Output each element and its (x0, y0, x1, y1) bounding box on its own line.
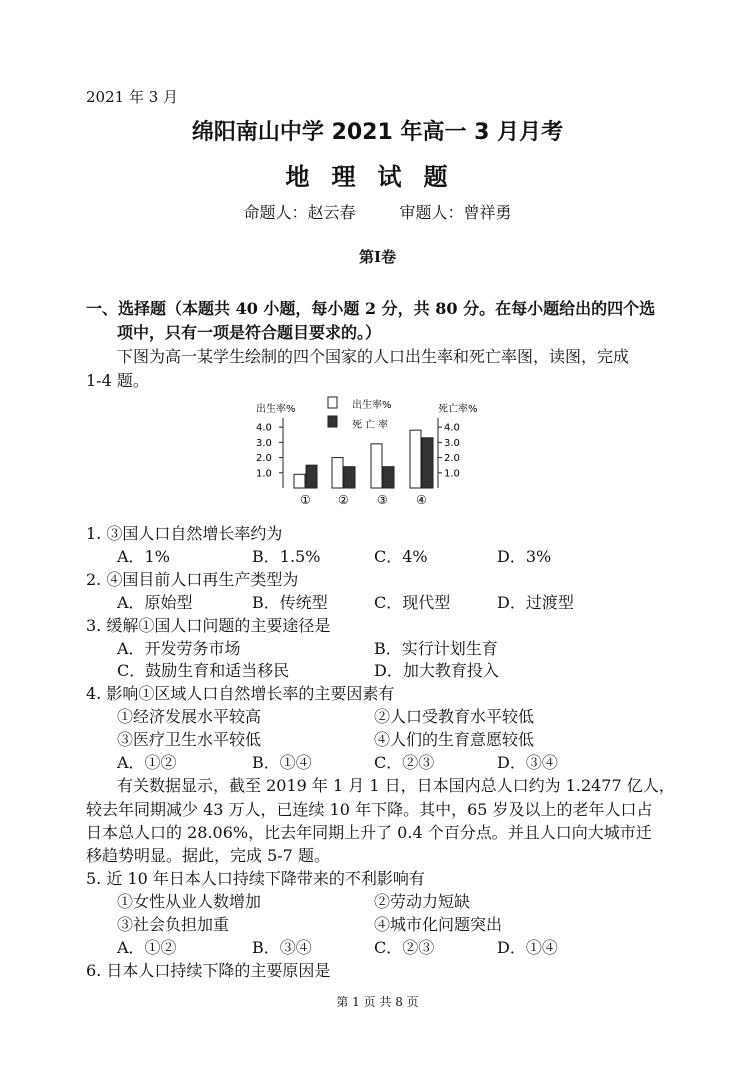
intro2-line1: 有关数据显示，截至 2019 年 1 月 1 日，日本国内总人口约为 1.2477 亿人， (117, 776, 675, 795)
intro2-line3: 日本总人口的 28.06%，比去年同期上升了 0.4 个百分点。并且人口向大城市迁 (86, 823, 652, 842)
bar-death-2 (344, 467, 355, 488)
q3-stem: 3. 缓解①国人口问题的主要途径是 (86, 616, 331, 635)
q5-option-d: D．①④ (497, 938, 558, 957)
q1-option-a: A．1% (117, 547, 170, 566)
section-title-line2: 项中，只有一项是符合题目要求的。） (117, 323, 382, 342)
bar-death-3 (383, 467, 394, 488)
tick-label-right-2: 3.0 (444, 437, 460, 449)
category-label-4: ④ (416, 493, 427, 507)
category-label-2: ② (338, 493, 349, 507)
q4-factor-2: ②人口受教育水平较低 (374, 707, 535, 726)
tick-label-left-1: 2.0 (256, 453, 272, 465)
bar-death-1 (306, 465, 317, 488)
q2-option-c: C．现代型 (374, 593, 451, 612)
q3-option-b: B．实行计划生育 (374, 639, 498, 658)
reviewer: 审题人：曾祥勇 (399, 203, 512, 222)
q2-option-d: D．过渡型 (497, 593, 574, 612)
q5-effect-3: ③社会负担加重 (117, 915, 230, 934)
bar-death-4 (422, 438, 433, 488)
q2-option-a: A．原始型 (117, 593, 193, 612)
volume-label: 第Ⅰ卷 (358, 248, 397, 266)
tick-label-right-1: 2.0 (444, 453, 460, 465)
q4-option-d: D．③④ (497, 753, 558, 772)
q5-effect-4: ④城市化问题突出 (374, 915, 503, 934)
q6-stem: 6. 日本人口持续下降的主要原因是 (86, 961, 331, 980)
q5-option-b: B．③④ (252, 938, 312, 957)
tick-label-left-3: 4.0 (256, 422, 272, 434)
q3-option-a: A．开发劳务市场 (117, 639, 241, 658)
q5-stem: 5. 近 10 年日本人口持续下降带来的不利影响有 (86, 869, 425, 888)
legend-death-label: 死亡率 (352, 420, 391, 431)
tick-label-right-3: 4.0 (444, 422, 460, 434)
q2-stem: 2. ④国目前人口再生产类型为 (86, 570, 299, 589)
bar-birth-4 (410, 430, 421, 488)
legend-birth-label: 出生率% (352, 400, 392, 411)
authors-line (0, 200, 755, 223)
legend-death-swatch (328, 416, 337, 427)
q4-factor-3: ③医疗卫生水平较低 (117, 730, 262, 749)
q4-option-b: B．①④ (252, 753, 312, 772)
q1-option-d: D．3% (497, 547, 552, 566)
intro1-line1: 下图为高一某学生绘制的四个国家的人口出生率和死亡率图，读图，完成 (117, 347, 630, 366)
tick-label-left-2: 3.0 (256, 437, 272, 449)
intro1-line2: 1-4 题。 (86, 371, 149, 390)
bar-birth-3 (371, 444, 382, 488)
q5-option-a: A．①② (117, 938, 177, 957)
exam-title: 绵阳南山中学 2021 年高一 3 月月考 (191, 120, 564, 145)
exam-date: 2021 年 3 月 (86, 88, 179, 106)
bar-birth-2 (332, 458, 343, 488)
category-label-1: ① (300, 493, 311, 507)
q1-stem: 1. ③国人口自然增长率约为 (86, 524, 283, 543)
q4-factor-4: ④人们的生育意愿较低 (374, 730, 535, 749)
q4-option-a: A．①② (117, 753, 177, 772)
q1-option-b: B．1.5% (252, 547, 321, 566)
setter: 命题人：赵云春 (243, 203, 356, 222)
q4-factor-1: ①经济发展水平较高 (117, 707, 262, 726)
page-footer: 第 1 页 共 8 页 (336, 995, 419, 1009)
q3-option-d: D．加大教育投入 (374, 661, 499, 680)
q5-effect-2: ②劳动力短缺 (374, 892, 471, 911)
category-label-3: ③ (377, 493, 388, 507)
subject-title: 地理试题 (285, 163, 470, 191)
section-title-line1: 一、选择题（本题共 40 小题，每小题 2 分，共 80 分。在每小题给出的四个选 (86, 299, 656, 318)
tick-label-left-0: 1.0 (256, 468, 272, 480)
left-axis-label: 出生率% (256, 404, 296, 415)
q5-option-c: C．②③ (374, 938, 435, 957)
q4-option-c: C．②③ (374, 753, 435, 772)
right-axis-label: 死亡率% (438, 404, 478, 415)
q4-stem: 4. 影响①区域人口自然增长率的主要因素有 (86, 684, 395, 703)
legend-birth-swatch (328, 397, 337, 408)
tick-label-right-0: 1.0 (444, 468, 460, 480)
birth-death-rate-chart (250, 392, 500, 514)
bar-birth-1 (294, 474, 305, 488)
q1-option-c: C．4% (374, 547, 428, 566)
q3-option-c: C．鼓励生育和适当移民 (117, 661, 290, 680)
q2-option-b: B．传统型 (252, 593, 328, 612)
intro2-line4: 移趋势明显。据此，完成 5-7 题。 (86, 846, 330, 865)
q5-effect-1: ①女性从业人数增加 (117, 892, 262, 911)
intro2-line2: 较去年同期减少 43 万人，已连续 10 年下降。其中，65 岁及以上的老年人口占 (86, 800, 653, 819)
